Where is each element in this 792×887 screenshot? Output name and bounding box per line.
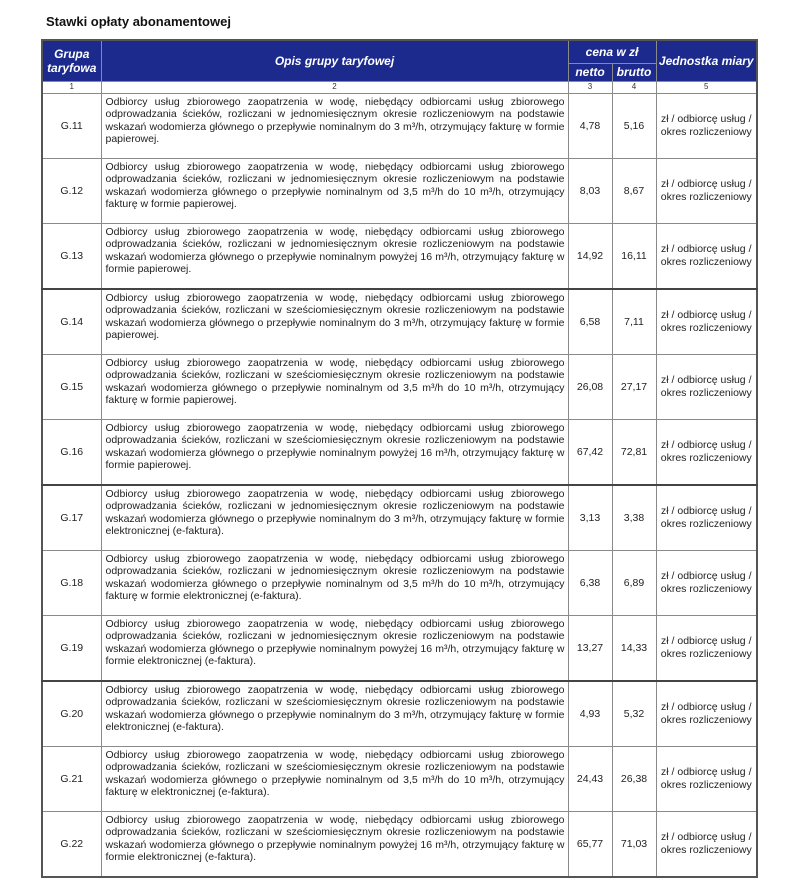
unit-of-measure: zł / odbiorcę usług / okres rozliczeniowy [656, 289, 757, 355]
tariff-group-code: G.14 [42, 289, 101, 355]
header-unit: Jednostka miary [656, 40, 757, 81]
tariff-description: Odbiorcy usług zbiorowego zaopatrzenia w wodę, niebędący odbiorcami usług zbiorowego odprowadzania ścieków, rozliczani w jednomiesięcznym okresie rozliczeniowym na podstawie wskazań wodomierza głównego o przepływie nominalnym od 3,5 m³/h do 10 m³/h, otrzymujący fakturę w formie elektronicznej (e-faktura). [101, 550, 568, 615]
tariff-description: Odbiorcy usług zbiorowego zaopatrzenia w wodę, niebędący odbiorcami usług zbiorowego odprowadzania ścieków, rozliczani w jednomiesięcznym okresie rozliczeniowym na podstawie wskazań wodomierza głównego o przepływie nominalnym od 3,5 m³/h do 10 m³/h, otrzymujący fakturę w formie papierowej. [101, 158, 568, 223]
tariff-group-code: G.22 [42, 811, 101, 877]
price-netto: 65,77 [568, 811, 612, 877]
tariff-group-code: G.18 [42, 550, 101, 615]
price-brutto: 7,11 [612, 289, 656, 355]
table-row [42, 681, 757, 747]
tariff-description: Odbiorcy usług zbiorowego zaopatrzenia w wodę, niebędący odbiorcami usług zbiorowego odprowadzania ścieków, rozliczani w jednomiesięcznym okresie rozliczeniowym na podstawie wskazań wodomierza głównego o przepływie nominalnym powyżej 16 m³/h, otrzymujący fakturę w formie papierowej. [101, 223, 568, 289]
price-netto: 13,27 [568, 615, 612, 681]
tariff-description: Odbiorcy usług zbiorowego zaopatrzenia w wodę, niebędący odbiorcami usług zbiorowego odprowadzania ścieków, rozliczani w sześciomiesięcznym okresie rozliczeniowym na podstawie wskazań wodomierza głównego o przepływie nominalnym do 3 m³/h, otrzymujący fakturę w formie elektronicznej (e-faktura). [101, 681, 568, 747]
price-brutto: 72,81 [612, 419, 656, 485]
table-row [42, 223, 757, 289]
price-netto: 26,08 [568, 354, 612, 419]
tariff-group-code: G.19 [42, 615, 101, 681]
table-row [42, 419, 757, 485]
price-netto: 8,03 [568, 158, 612, 223]
table-row [42, 289, 757, 355]
tariff-group-code: G.20 [42, 681, 101, 747]
price-brutto: 14,33 [612, 615, 656, 681]
column-number: 4 [612, 81, 656, 93]
price-netto: 3,13 [568, 485, 612, 551]
tariff-description: Odbiorcy usług zbiorowego zaopatrzenia w wodę, niebędący odbiorcami usług zbiorowego odprowadzania ścieków, rozliczani w sześciomiesięcznym okresie rozliczeniowym na podstawie wskazań wodomierza głównego o przepływie nominalnym od 3,5 m³/h do 10 m³/h, otrzymujący fakturę w formie papierowej. [101, 354, 568, 419]
price-netto: 4,78 [568, 93, 612, 158]
price-brutto: 27,17 [612, 354, 656, 419]
tariff-group-code: G.17 [42, 485, 101, 551]
header-netto: netto [568, 63, 612, 81]
column-number: 5 [656, 81, 757, 93]
tariff-table [41, 39, 758, 878]
column-number: 1 [42, 81, 101, 93]
tariff-description: Odbiorcy usług zbiorowego zaopatrzenia w wodę, niebędący odbiorcami usług zbiorowego odprowadzania ścieków, rozliczani w jednomiesięcznym okresie rozliczeniowym na podstawie wskazań wodomierza głównego o przepływie nominalnym do 3 m³/h, otrzymujący fakturę w formie elektronicznej (e-faktura). [101, 485, 568, 551]
table-row [42, 158, 757, 223]
table-row [42, 485, 757, 551]
price-brutto: 5,32 [612, 681, 656, 747]
table-row [42, 811, 757, 877]
header-group: Grupa taryfowa [42, 40, 101, 81]
tariff-group-code: G.12 [42, 158, 101, 223]
unit-of-measure: zł / odbiorcę usług / okres rozliczeniowy [656, 681, 757, 747]
table-row [42, 746, 757, 811]
tariff-description: Odbiorcy usług zbiorowego zaopatrzenia w wodę, niebędący odbiorcami usług zbiorowego odprowadzania ścieków, rozliczani w sześciomiesięcznym okresie rozliczeniowym na podstawie wskazań wodomierza głównego o przepływie nominalnym powyżej 16 m³/h, otrzymujący fakturę w formie elektronicznej (e-faktura). [101, 811, 568, 877]
column-number: 3 [568, 81, 612, 93]
unit-of-measure: zł / odbiorcę usług / okres rozliczeniowy [656, 158, 757, 223]
price-netto: 6,58 [568, 289, 612, 355]
unit-of-measure: zł / odbiorcę usług / okres rozliczeniowy [656, 615, 757, 681]
price-netto: 67,42 [568, 419, 612, 485]
price-brutto: 3,38 [612, 485, 656, 551]
unit-of-measure: zł / odbiorcę usług / okres rozliczeniowy [656, 485, 757, 551]
tariff-group-code: G.21 [42, 746, 101, 811]
price-brutto: 71,03 [612, 811, 656, 877]
table-row [42, 615, 757, 681]
tariff-description: Odbiorcy usług zbiorowego zaopatrzenia w wodę, niebędący odbiorcami usług zbiorowego odprowadzania ścieków, rozliczani w jednomiesięcznym okresie rozliczeniowym na podstawie wskazań wodomierza głównego o przepływie nominalnym do 3 m³/h, otrzymujący fakturę w formie papierowej. [101, 93, 568, 158]
column-number: 2 [101, 81, 568, 93]
price-brutto: 6,89 [612, 550, 656, 615]
tariff-group-code: G.13 [42, 223, 101, 289]
unit-of-measure: zł / odbiorcę usług / okres rozliczeniowy [656, 223, 757, 289]
tariff-description: Odbiorcy usług zbiorowego zaopatrzenia w wodę, niebędący odbiorcami usług zbiorowego odprowadzania ścieków, rozliczani w jednomiesięcznym okresie rozliczeniowym na podstawie wskazań wodomierza głównego o przepływie nominalnym powyżej 16 m³/h, otrzymujący fakturę w formie elektronicznej (e-faktura). [101, 615, 568, 681]
tariff-description: Odbiorcy usług zbiorowego zaopatrzenia w wodę, niebędący odbiorcami usług zbiorowego odprowadzania ścieków, rozliczani w sześciomiesięcznym okresie rozliczeniowym na podstawie wskazań wodomierza głównego o przepływie nominalnym do 3 m³/h, otrzymujący fakturę w formie papierowej. [101, 289, 568, 355]
table-row [42, 93, 757, 158]
tariff-description: Odbiorcy usług zbiorowego zaopatrzenia w wodę, niebędący odbiorcami usług zbiorowego odprowadzania ścieków, rozliczani w sześciomiesięcznym okresie rozliczeniowym na podstawie wskazań wodomierza głównego o przepływie nominalnym powyżej 16 m³/h, otrzymujący fakturę w formie papierowej. [101, 419, 568, 485]
price-brutto: 26,38 [612, 746, 656, 811]
table-row [42, 354, 757, 419]
price-netto: 14,92 [568, 223, 612, 289]
page-title: Stawki opłaty abonamentowej [46, 14, 231, 29]
price-brutto: 16,11 [612, 223, 656, 289]
header-brutto: brutto [612, 63, 656, 81]
tariff-description: Odbiorcy usług zbiorowego zaopatrzenia w wodę, niebędący odbiorcami usług zbiorowego odprowadzania ścieków, rozliczani w sześciomiesięcznym okresie rozliczeniowym na podstawie wskazań wodomierza głównego o przepływie nominalnym od 3,5 m³/h do 10 m³/h, otrzymujący fakturę w elektronicznej (e-faktura). [101, 746, 568, 811]
tariff-body [42, 93, 757, 877]
unit-of-measure: zł / odbiorcę usług / okres rozliczeniowy [656, 354, 757, 419]
price-brutto: 5,16 [612, 93, 656, 158]
unit-of-measure: zł / odbiorcę usług / okres rozliczeniowy [656, 811, 757, 877]
table-row [42, 550, 757, 615]
price-brutto: 8,67 [612, 158, 656, 223]
price-netto: 4,93 [568, 681, 612, 747]
unit-of-measure: zł / odbiorcę usług / okres rozliczeniowy [656, 419, 757, 485]
unit-of-measure: zł / odbiorcę usług / okres rozliczeniowy [656, 550, 757, 615]
unit-of-measure: zł / odbiorcę usług / okres rozliczeniowy [656, 93, 757, 158]
tariff-group-code: G.11 [42, 93, 101, 158]
tariff-group-code: G.16 [42, 419, 101, 485]
price-netto: 24,43 [568, 746, 612, 811]
header-price: cena w zł [568, 40, 656, 63]
unit-of-measure: zł / odbiorcę usług / okres rozliczeniowy [656, 746, 757, 811]
header-description: Opis grupy taryfowej [101, 40, 568, 81]
tariff-group-code: G.15 [42, 354, 101, 419]
price-netto: 6,38 [568, 550, 612, 615]
column-number-row [42, 81, 757, 93]
